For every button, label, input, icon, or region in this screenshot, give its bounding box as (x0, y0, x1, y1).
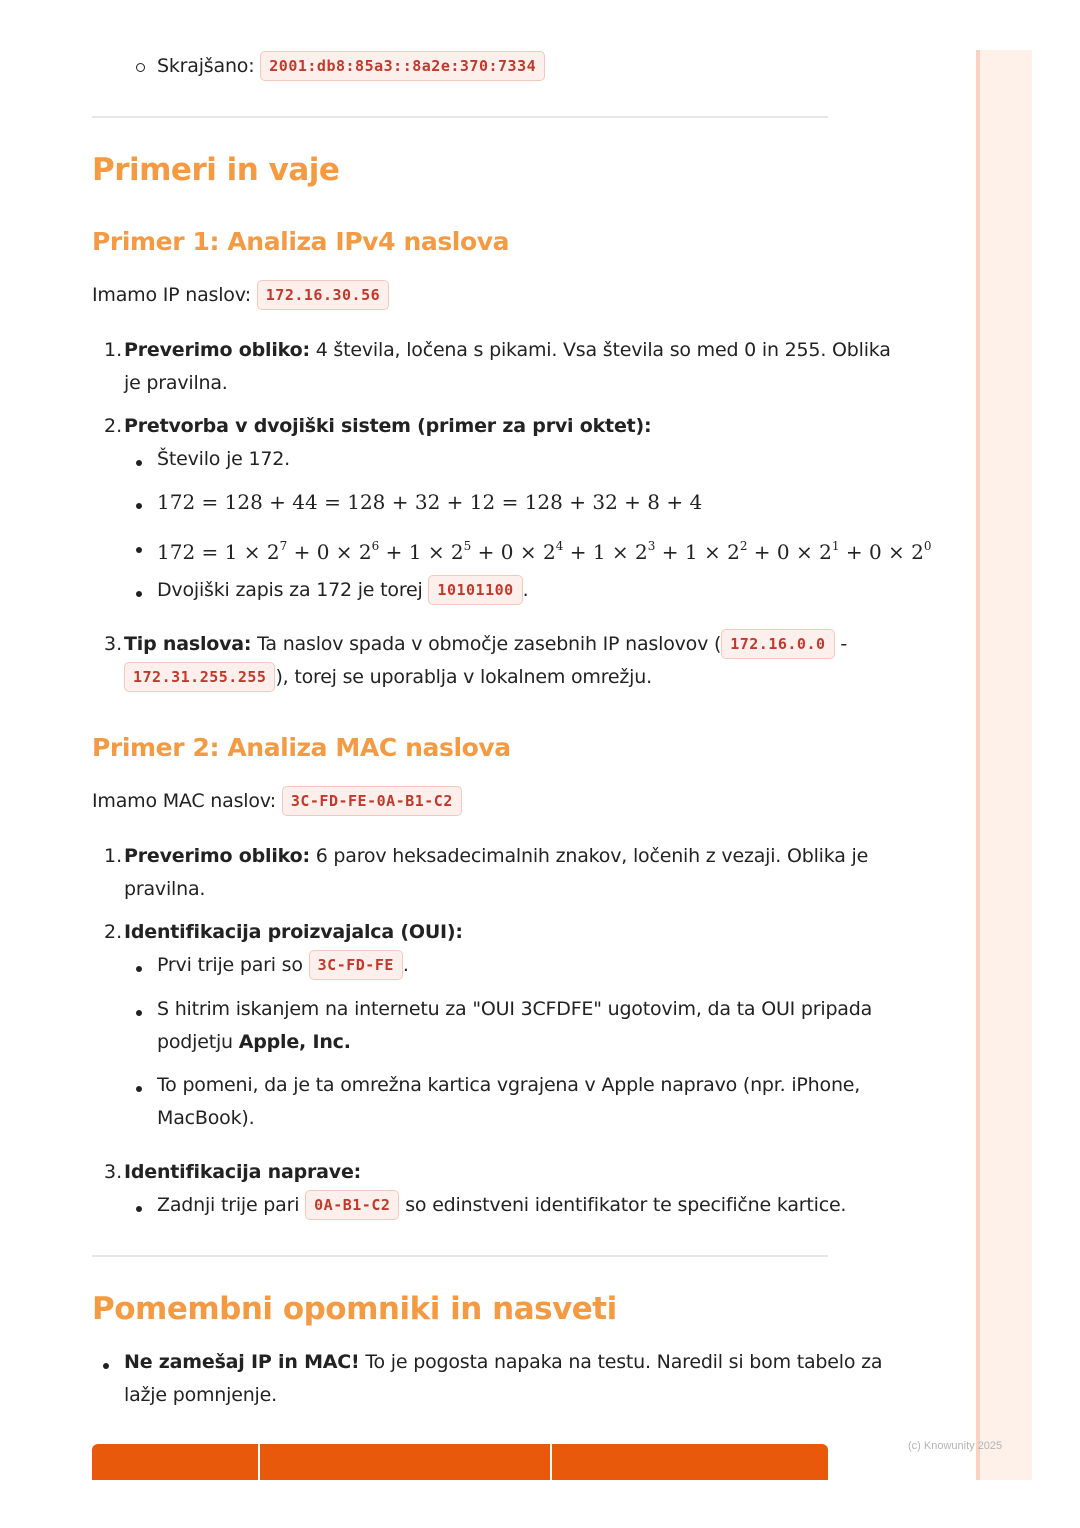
bullet-icon (136, 460, 142, 466)
step-number: 3. (104, 1161, 123, 1183)
bullet-icon (136, 1010, 142, 1016)
ex1-step1-line2: je pravilna. (124, 372, 228, 394)
divider (92, 116, 828, 118)
private-range-start-code: 172.16.0.0 (721, 629, 834, 659)
step-number: 3. (104, 633, 123, 655)
ex1-step2-bullet2: 172 = 128 + 44 = 128 + 32 + 12 = 128 + 32 + 8 + 4 (157, 490, 703, 514)
section-title-examples: Primeri in vaje (92, 152, 340, 188)
ipv6-short-line: Skrajšano: 2001:db8:85a3::8a2e:370:7334 (157, 50, 545, 83)
step-number: 2. (104, 921, 123, 943)
section-title-tips: Pomembni opomniki in nasveti (92, 1291, 617, 1327)
device-id-code: 0A-B1-C2 (305, 1190, 399, 1220)
footer-copyright: (c) Knowunity 2025 (908, 1440, 1003, 1452)
step-number: 2. (104, 415, 123, 437)
bullet-icon (136, 547, 142, 553)
step-number: 1. (104, 845, 123, 867)
bullet-icon (136, 503, 142, 509)
oui-code: 3C-FD-FE (309, 950, 403, 980)
bullet-icon (136, 1206, 142, 1212)
step-number: 1. (104, 339, 123, 361)
ex1-step2-bullet4: Dvojiški zapis za 172 je torej 10101100 . (157, 574, 529, 607)
circle-bullet-icon (136, 63, 145, 72)
table-header-cell (552, 1444, 828, 1480)
bullet-icon (136, 591, 142, 597)
page-side-strip (976, 50, 1032, 1480)
binary-code: 10101100 (428, 575, 522, 605)
ex2-step2-bullet2-line2: podjetju Apple, Inc. (157, 1031, 351, 1053)
ip-code: 172.16.30.56 (257, 280, 389, 310)
ex1-step2-bullet3-formula: $172 = 1 \times 2^7 + 0 \times 2^6 + 1 \times 2^5 + 0 \times 2^4 + 1 \times 2^3 + 1 \times 2^2 + 0 \times 2^1 + 0 \times 2^0$ (157, 539, 932, 564)
example-2-intro: Imamo MAC naslov: 3C-FD-FE-0A-B1-C2 (92, 785, 462, 818)
example-1-title: Primer 1: Analiza IPv4 naslova (92, 227, 510, 256)
tips-bullet1-line1: Ne zamešaj IP in MAC! To je pogosta napaka na testu. Naredil si bom tabelo za (124, 1351, 883, 1373)
ex2-step2-bullet3-line1: To pomeni, da je ta omrežna kartica vgrajena v Apple napravo (npr. iPhone, (157, 1074, 861, 1096)
example-1-intro: Imamo IP naslov: 172.16.30.56 (92, 279, 389, 312)
table-header-cell (260, 1444, 552, 1480)
ex2-step2-bullet1: Prvi trije pari so 3C-FD-FE . (157, 949, 409, 982)
ex1-step2-bullet1: Število je 172. (157, 448, 290, 470)
mac-code: 3C-FD-FE-0A-B1-C2 (282, 786, 462, 816)
ex1-step1-line1: Preverimo obliko: 4 števila, ločena s pikami. Vsa števila so med 0 in 255. Oblika (124, 339, 891, 361)
bullet-icon (136, 1086, 142, 1092)
private-range-end-code: 172.31.255.255 (124, 662, 275, 692)
ex2-step2-bullet3-line2: MacBook). (157, 1107, 255, 1129)
ex1-step3-line2: 172.31.255.255 ), torej se uporablja v lokalnem omrežju. (124, 661, 652, 694)
bullet-icon (136, 966, 142, 972)
ex2-step1-line1: Preverimo obliko: 6 parov heksadecimalnih znakov, ločenih z vezaji. Oblika je (124, 845, 869, 867)
ex1-step2-heading: Pretvorba v dvojiški sistem (primer za prvi oktet): (124, 415, 652, 437)
tips-bullet1-line2: lažje pomnjenje. (124, 1384, 277, 1406)
ex2-step3-heading: Identifikacija naprave: (124, 1161, 362, 1183)
divider (92, 1255, 828, 1257)
ex2-step2-heading: Identifikacija proizvajalca (OUI): (124, 921, 463, 943)
comparison-table-header (92, 1444, 828, 1480)
table-header-cell (92, 1444, 260, 1480)
ex2-step2-bullet2-line1: S hitrim iskanjem na internetu za "OUI 3CFDFE" ugotovim, da ta OUI pripada (157, 998, 873, 1020)
ex1-step3-line1: Tip naslova: Ta naslov spada v območje zasebnih IP naslovov ( 172.16.0.0 - (124, 628, 847, 661)
ipv6-code: 2001:db8:85a3::8a2e:370:7334 (260, 51, 545, 81)
ex2-step3-bullet1: Zadnji trije pari 0A-B1-C2 so edinstveni identifikator te specifične kartice. (157, 1189, 846, 1222)
bullet-icon (103, 1363, 109, 1369)
example-2-title: Primer 2: Analiza MAC naslova (92, 733, 511, 762)
ex2-step1-line2: pravilna. (124, 878, 206, 900)
